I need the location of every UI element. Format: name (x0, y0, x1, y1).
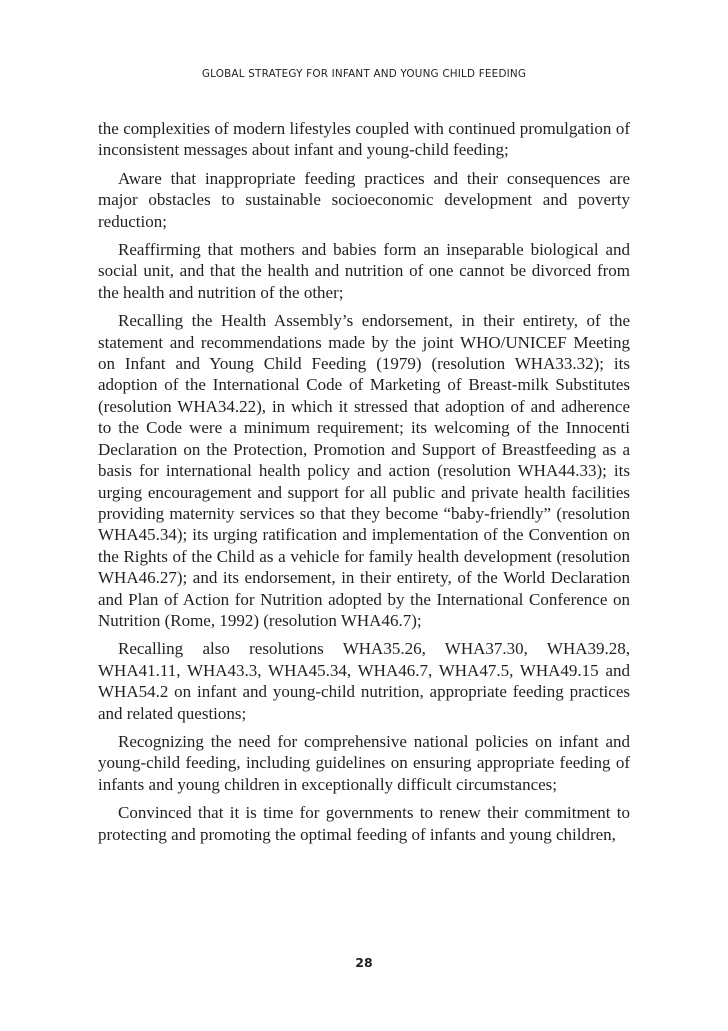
page-number: 28 (355, 955, 373, 970)
paragraph-aware: Aware that inappropriate feeding practices and their consequences are major obstacles to sustainable socioeconomic development and poverty reduction; (98, 168, 630, 231)
body-text (98, 118, 630, 852)
running-header: GLOBAL STRATEGY FOR INFANT AND YOUNG CHILD FEEDING (201, 68, 527, 80)
paragraph-reaffirming: Reaffirming that mothers and babies form an inseparable biological and social unit, and that the health and nutrition of one cannot be divorced from the health and nutrition of the other; (98, 240, 630, 302)
paragraph-convinced: Convinced that it is time for governments to renew their commitment to protecting and promoting the optimal feeding of infants and young children, (98, 803, 630, 844)
paragraph-recognizing: Recognizing the need for comprehensive national policies on infant and young-child feeding, including guidelines on ensuring appropriate feeding of infants and young children in exceptionally difficult circumstances; (98, 731, 630, 794)
paragraph-recalling-endorsement: Recalling the Health Assembly’s endorsement, in their entirety, of the statement and recommendations made by the joint WHO/UNICEF Meeting on Infant and Young Child Feeding (1979) (resolution WHA33.32); its adoption of the International Code of Marketing of Breast-milk Substitutes (resolution WHA34.22), in which it stressed that adoption of and adherence to the Code were a minimum requirement; its welcoming of the Innocenti Declaration on the Protection, Promotion and Support of Breastfeeding as a basis for international health policy and action (resolution WHA44.33); its urging encouragement and support for all public and private health facilities providing maternity services so that they become “baby-friendly” (resolution WHA45.34); its urging ratification and implementation of the Convention on the Rights of the Child as a vehicle for family health development (resolution WHA46.27); and its endorsement, in their entirety, of the World Declaration and Plan of Action for Nutrition adopted by the International Conference on Nutrition (Rome, 1992) (resolution WHA46.7); (98, 311, 630, 630)
paragraph-continued: the complexities of modern lifestyles coupled with continued promulgation of inconsistent messages about infant and young-child feeding; (98, 119, 630, 160)
paragraph-recalling-resolutions: Recalling also resolutions WHA35.26, WHA37.30, WHA39.28, WHA41.11, WHA43.3, WHA45.34, WHA46.7, WHA47.5, WHA49.15 and WHA54.2 on infant and young-child nutrition, appropriate feeding practices and related questions; (98, 639, 630, 723)
